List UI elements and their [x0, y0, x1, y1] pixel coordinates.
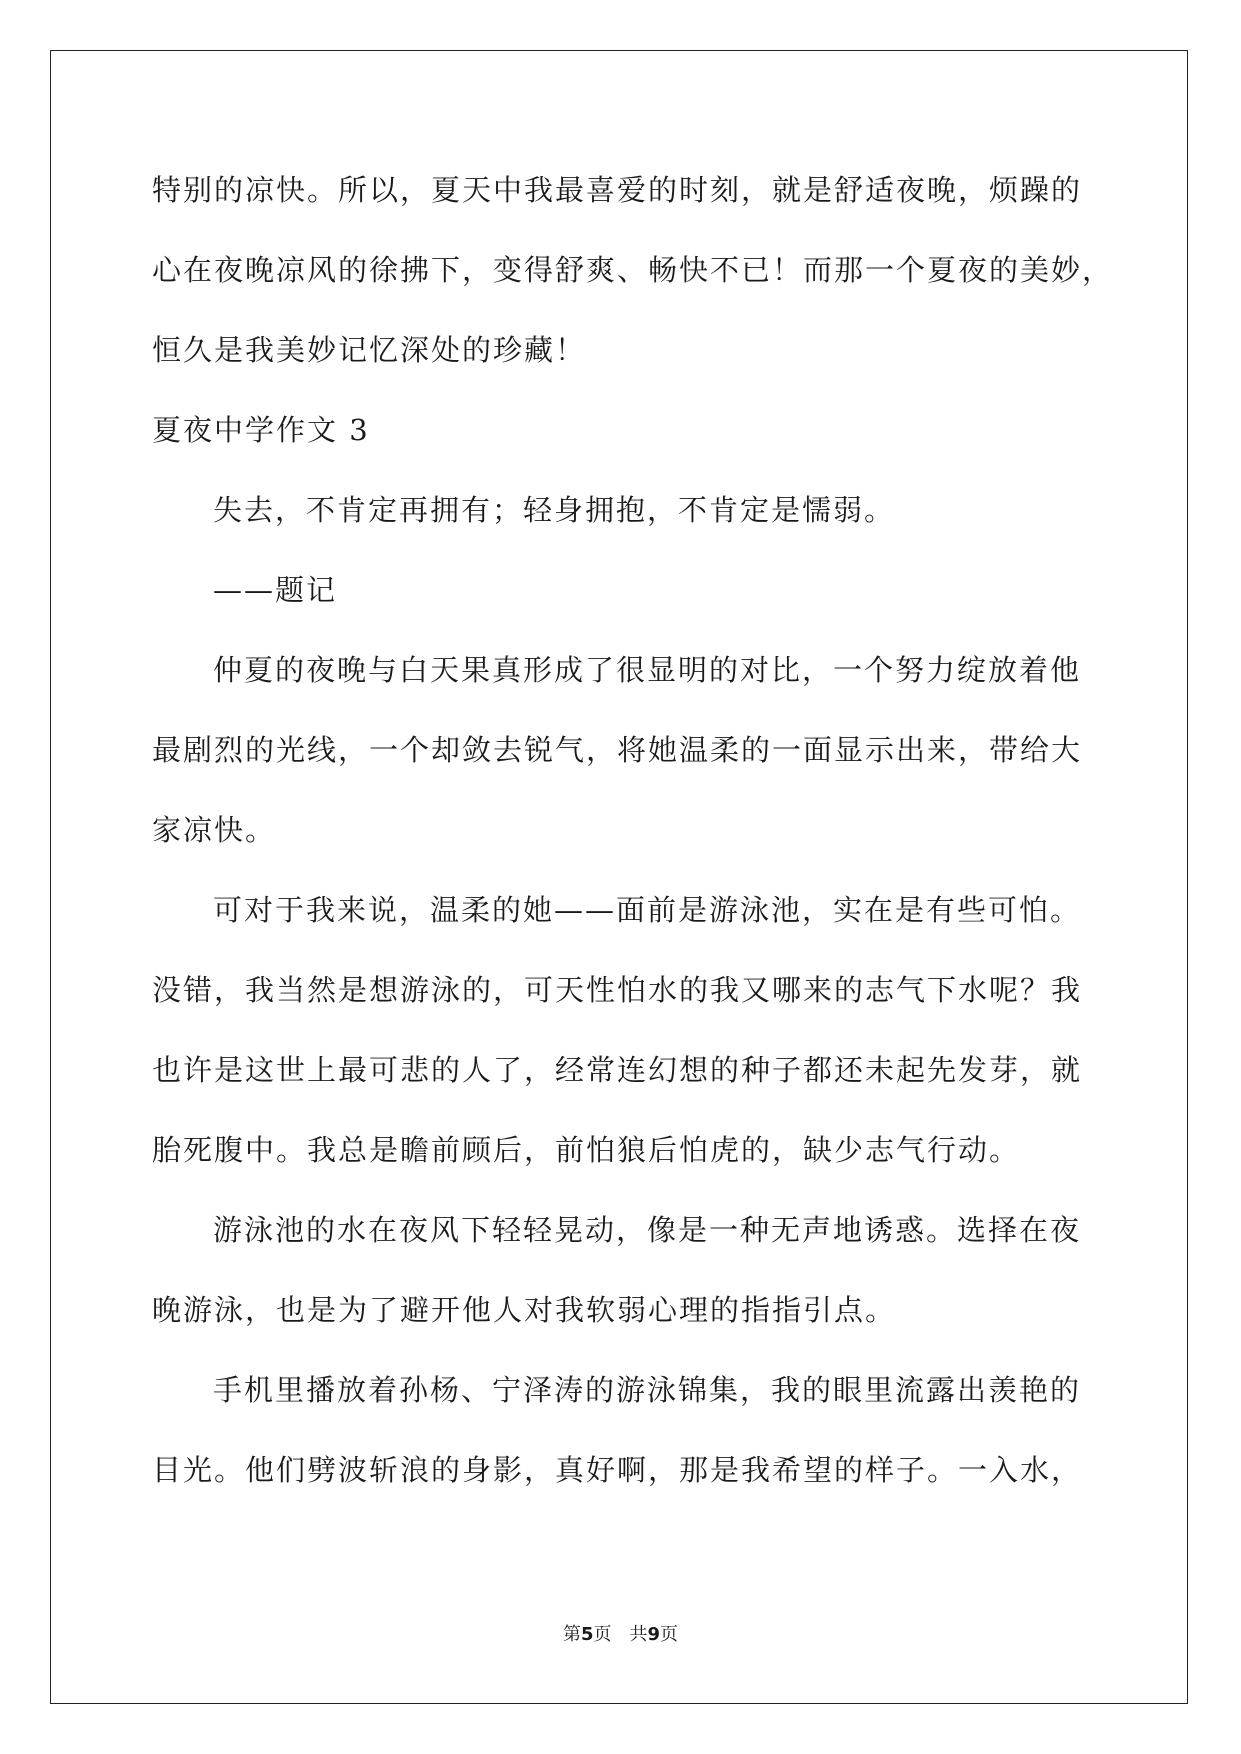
page-footer [0, 1620, 1241, 1646]
essay-title: 夏夜中学作文 3 [152, 413, 370, 447]
text-line: 游泳池的水在夜风下轻轻晃动，像是一种无声地诱惑。选择在夜 [213, 1213, 1082, 1247]
text-line: 目光。他们劈波斩浪的身影，真好啊，那是我希望的样子。一入水， [152, 1453, 1083, 1487]
epigraph-source: ——题记 [213, 573, 338, 607]
text-line: 晚游泳，也是为了避开他人对我软弱心理的指指引点。 [152, 1293, 897, 1327]
text-line: 手机里播放着孙杨、宁泽涛的游泳锦集，我的眼里流露出羡艳的 [213, 1373, 1082, 1407]
footer-total-prefix: 共 [629, 1624, 648, 1645]
epigraph: 失去，不肯定再拥有；轻身拥抱，不肯定是懦弱。 [213, 493, 896, 527]
text-line: 没错，我当然是想游泳的，可天性怕水的我又哪来的志气下水呢？我 [152, 973, 1083, 1007]
text-line: 家凉快。 [152, 813, 277, 847]
footer-total-pages: 9 [647, 1624, 661, 1645]
footer-page-number: 5 [580, 1624, 594, 1645]
footer-page-suffix: 页 [593, 1624, 612, 1645]
text-line: 心在夜晚凉风的徐拂下，变得舒爽、畅快不已！而那一个夏夜的美妙， [152, 253, 1114, 287]
text-line: 最剧烈的光线，一个却敛去锐气，将她温柔的一面显示出来，带给大 [152, 733, 1083, 767]
text-line: 特别的凉快。所以，夏天中我最喜爱的时刻，就是舒适夜晚，烦躁的 [152, 173, 1083, 207]
text-line: 胎死腹中。我总是瞻前顾后，前怕狼后怕虎的，缺少志气行动。 [152, 1133, 1021, 1167]
text-line: 可对于我来说，温柔的她——面前是游泳池，实在是有些可怕。 [213, 893, 1082, 927]
footer-total-suffix: 页 [660, 1624, 679, 1645]
text-line: 也许是这世上最可悲的人了，经常连幻想的种子都还未起先发芽，就 [152, 1053, 1083, 1087]
footer-page-prefix: 第 [562, 1624, 581, 1645]
text-line: 仲夏的夜晚与白天果真形成了很显明的对比，一个努力绽放着他 [213, 653, 1082, 687]
text-line: 恒久是我美妙记忆深处的珍藏！ [152, 333, 587, 367]
